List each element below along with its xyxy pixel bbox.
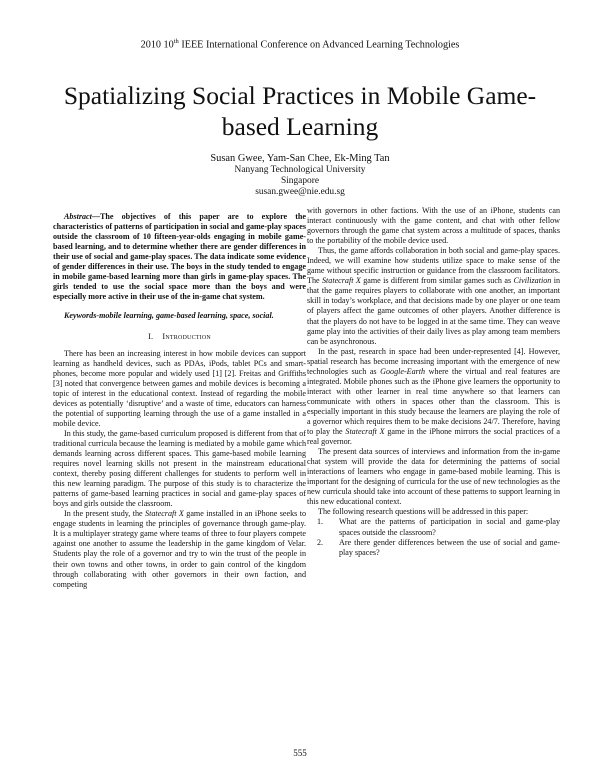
author-block xyxy=(0,153,600,198)
list-item: 1. What are the patterns of participation in social and game-play spaces outside the classroom? xyxy=(317,517,560,537)
intro-paragraph-7: The following research questions will be addressed in this paper: xyxy=(318,507,529,517)
research-question-list xyxy=(307,517,560,557)
abstract xyxy=(53,212,306,302)
intro-paragraph-4: Thus, the game affords collaboration in both social and game-play spaces. Indeed, we will examine how students utilize space to make sense of the game without specific instruction or guidance from the classroom facilitators. The Statecraft X game is different from similar games such as Civilization in that the game requires players to collaborate with one another, an important skill in today’s workplace, and that decisions made by one player or one team of players affect the game outcomes of other players. Another difference is that the players do not have to be logged in at the same time. They can weave game play into the activities of their daily lives as play among team members can be asynchronous. xyxy=(307,246,561,346)
keywords: Keywords-mobile learning, game-based learning, space, social. xyxy=(64,311,274,321)
intro-paragraph-5: In the past, research in space had been under-represented [4]. However, spatial research has become increasing important with the emergence of new technologies such as Google-Earth where the virtual and real features are integrated. Mobile phones such as the iPhone give learners the opportunity to interact with other learner in real time anywhere so that learners can communicate with others in spaces other than the classroom. This is especially important in this study because the learners are playing the role of a governor which requires them to be make decisions 24/7. Therefore, having to play the Statecraft X game in the iPhone mirrors the social practices of a real governor. xyxy=(307,346,560,447)
intro-paragraph-1: There has been an increasing interest in how mobile devices can support learning as handheld devices, such as PDAs, iPods, tablet PCs and smart-phones, become more popular and widely used [1] [2]. Freitas and Griffiths [3] noted that convergence between games and mobile devices is becoming a topic of interest in the educational context. Instead of regarding the mobile devices as potentially ‘disruptive’ and a waste of time, educators can harness the potential of supporting learning through the use of a game installed in a mobile device. xyxy=(53,348,306,428)
abstract-label: Abstract xyxy=(64,212,92,221)
abstract-text: —The objectives of this paper are to explore the characteristics of patterns of participation in social and game-play spaces outside the classroom of 10 fifteen-year-olds engaging in mobile game-based learning, and to determine whether there are gender differences in their use of social and game-play spaces. The data indicate some evidence of gender differences in their use. The boys in the study tended to engage in mobile game-based learning more than girls in game-play spaces. The girls tended to use the social space more than the boys and were especially more active in their use of the in-game chat system. xyxy=(53,212,306,302)
intro-paragraph-2: In this study, the game-based curriculum proposed is different from that of traditional curricula because the learning is mediated by a mobile game which demands learning across different spaces. This game-based mobile learning requires novel learning skills not present in the mainstream educational context, thereby posing different challenges for students to perform well in this new learning paradigm. The purpose of this study is to characterize the patterns of game-based learning practices in social and game-play spaces of boys and girls outside the classroom. xyxy=(53,428,306,509)
section-heading-introduction: I. Introduction xyxy=(148,332,211,342)
intro-paragraph-6: The present data sources of interviews and information from the in-game chat system will provide the data for determining the patterns of social interactions of learners who engage in game-based mobile learning. This is important for the designing of curricula for the use of new technologies as the new curricula should take into account of these patterns to support learning in this new educational context. xyxy=(307,447,560,507)
list-item: 2. Are there gender differences between the use of social and game-play spaces? xyxy=(317,537,560,557)
page-number: 555 xyxy=(293,748,307,758)
author-affiliation: Nanyang Technological University xyxy=(234,165,366,175)
intro-paragraph-3: In the present study, the Statecraft X game installed in an iPhone seeks to engage students in learning the principles of governance through game-play. It is a multiplayer strategy game where teams of three to four players compete against one another to assume the leadership in the game kingdom of Velar. Students play the role of a governor and try to win the trust of the people in their own towns and other towns, in order to gain control of the kingdom through collaborating with other governors in their own faction, and competing xyxy=(53,509,307,589)
author-names: Susan Gwee, Yam-San Chee, Ek-Ming Tan xyxy=(210,153,390,164)
intro-paragraph-3-cont: with governors in other factions. With the use of an iPhone, students can interact continuously with the game content, and chat with other fellow governors through the game chat system across a multitude of spaces, thanks to the portability of the mobile device used. xyxy=(307,206,560,246)
conference-header: 2010 10th IEEE International Conference on Advanced Learning Technologies xyxy=(140,38,460,51)
author-country: Singapore xyxy=(280,176,319,186)
author-email: susan.gwee@nie.edu.sg xyxy=(255,187,345,197)
left-column xyxy=(53,212,306,590)
paper-title: Spatializing Social Practices in Mobile Game-based Learning xyxy=(63,81,537,141)
right-column xyxy=(307,206,560,558)
